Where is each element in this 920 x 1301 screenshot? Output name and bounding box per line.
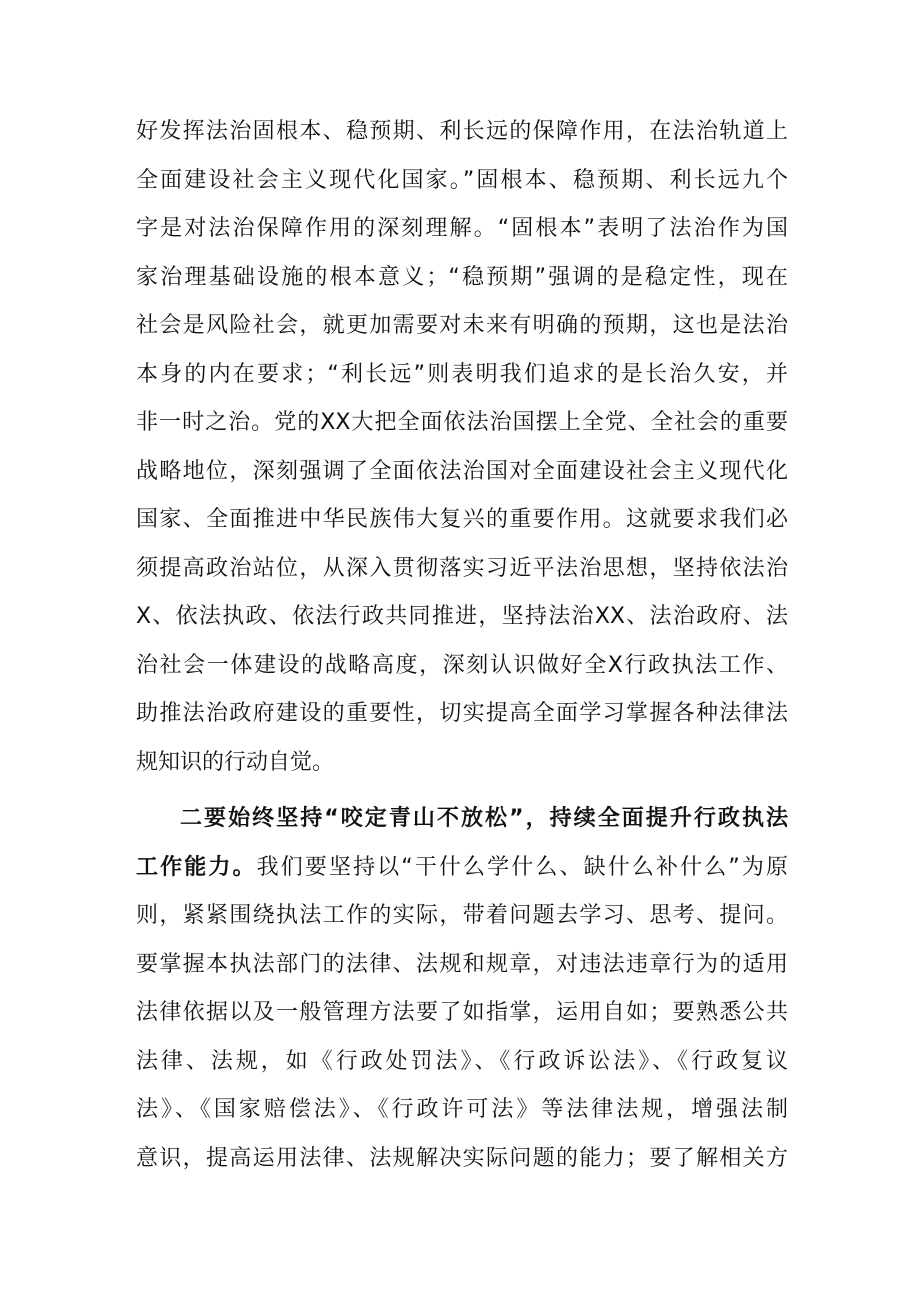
paragraph-1 bbox=[136, 108, 788, 787]
text-line: 须提高政治站位，从深入贯彻落实习近平法治思想，坚持依法治 bbox=[136, 555, 788, 581]
text-line bbox=[136, 844, 788, 893]
paragraph-2 bbox=[136, 795, 788, 1183]
text-line-rest: 我们要坚持以“干什么学什么、缺什么补什么”为原 bbox=[256, 854, 788, 880]
text-line: 家治理基础设施的根本意义；“稳预期”强调的是稳定性，现在 bbox=[136, 264, 788, 290]
paragraph-gap bbox=[136, 787, 788, 795]
text-line: 法律、法规，如《行政处罚法》、《行政诉讼法》、《行政复议 bbox=[136, 1048, 788, 1074]
section-heading-end: 工作能力。 bbox=[136, 854, 257, 880]
text-line: 全面建设社会主义现代化国家。”固根本、稳预期、利长远九个 bbox=[136, 167, 788, 193]
text-line: 要掌握本执法部门的法律、法规和规章，对违法违章行为的适用 bbox=[136, 951, 788, 977]
document-body bbox=[136, 108, 788, 1183]
text-line: 社会是风险社会，就更加需要对未来有明确的预期，这也是法治 bbox=[136, 313, 788, 338]
section-heading: 二要始终坚持“咬定青山不放松”，持续全面提升行政执法 bbox=[180, 806, 788, 831]
text-line: X、依法执政、依法行政共同推进，坚持法治XX、法治政府、法 bbox=[136, 604, 788, 629]
text-line: 字是对法治保障作用的深刻理解。“固根本”表明了法治作为国 bbox=[136, 216, 788, 241]
text-line: 非一时之治。党的XX大把全面依法治国摆上全党、全社会的重要 bbox=[136, 410, 788, 435]
text-line: 战略地位，深刻强调了全面依法治国对全面建设社会主义现代化 bbox=[136, 458, 788, 484]
text-line: 治社会一体建设的战略高度，深刻认识做好全X行政执法工作、 bbox=[136, 652, 788, 678]
text-line: 法律依据以及一般管理方法要了如指掌，运用自如；要熟悉公共 bbox=[136, 1000, 788, 1025]
text-line: 法》、《国家赔偿法》、《行政许可法》等法律法规，增强法制 bbox=[136, 1097, 788, 1122]
text-line: 规知识的行动自觉。 bbox=[136, 749, 335, 775]
text-line: 意识，提高运用法律、法规解决实际问题的能力；要了解相关方 bbox=[136, 1145, 788, 1171]
text-line: 助推法治政府建设的重要性，切实提高全面学习掌握各种法律法 bbox=[136, 701, 788, 726]
text-line: 本身的内在要求；“利长远”则表明我们追求的是长治久安，并 bbox=[136, 361, 788, 387]
text-line: 国家、全面推进中华民族伟大复兴的重要作用。这就要求我们必 bbox=[136, 507, 788, 532]
text-line: 则，紧紧围绕执法工作的实际，带着问题去学习、思考、提问。 bbox=[136, 903, 788, 928]
text-line: 好发挥法治固根本、稳预期、利长远的保障作用，在法治轨道上 bbox=[136, 119, 788, 144]
